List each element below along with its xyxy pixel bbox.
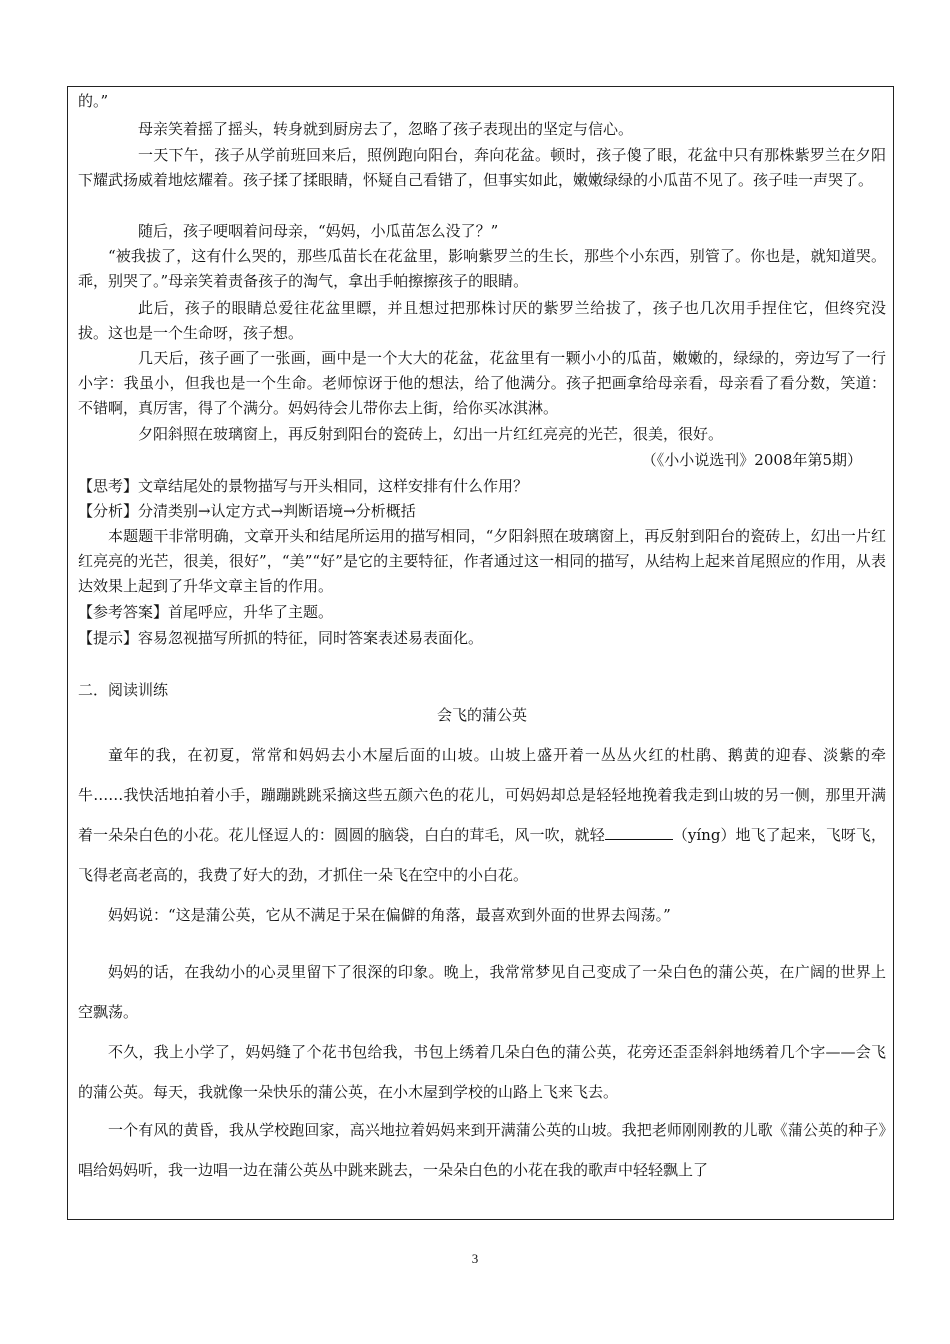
paragraph-mother-says: 妈妈说：“这是蒲公英，它从不满足于呆在偏僻的角落，最喜欢到外面的世界去闯荡。” (108, 906, 671, 924)
analysis-heading: 【分析】分清类别→认定方式→判断语境→分析概括 (78, 502, 416, 520)
section-heading: 二．阅读训练 (78, 681, 169, 699)
paragraph-impression: 妈妈的话，在我幼小的心灵里留下了很深的印象。晚上，我常常梦见自己变成了一朵白色的蒲公英，在广阔的世界上空飘荡。 (78, 963, 886, 1021)
fill-blank-answer[interactable] (605, 825, 673, 840)
paragraph-mother-answer: “被我拔了，这有什么哭的，那些瓜苗长在花盆里，影响紫罗兰的生长，那些个小东西，别管了。你也是，就知道哭。乖，别哭了。”母亲笑着责备孩子的淘气，拿出手帕擦擦孩子的眼睛。 (78, 247, 886, 290)
paragraph-one-afternoon: 一天下午，孩子从学前班回来后，照例跑向阳台，奔向花盆。顿时，孩子傻了眼，花盆中只有那株紫罗兰在夕阳下耀武扬威着地炫耀着。孩子揉了揉眼睛，怀疑自己看错了，但事实如此，嫩嫩绿绿的小瓜苗不见了。孩子哇一声哭了。 (78, 146, 886, 189)
think-question: 【思考】文章结尾处的景物描写与开头相同，这样安排有什么作用？ (78, 477, 529, 495)
paragraph-childhood-text-2: （yíng）地飞了起来，飞呀飞，飞得老高老高的，我费了好大的劲，才抓住一朵飞在空中的小白花。 (78, 826, 886, 884)
article-title: 会飞的蒲公英 (436, 706, 527, 724)
text-line-continuation: 的。” (78, 92, 109, 110)
tip-text: 【提示】容易忽视描写所抓的特征，同时答案表述易表面化。 (78, 629, 484, 647)
analysis-text: 本题题干非常明确，文章开头和结尾所运用的描写相同，“夕阳斜照在玻璃窗上，再反射到阳台的瓷砖上，幻出一片红红亮亮的光芒，很美，很好”，“美”“好”是它的主要特征，作者通过这一相同的描写，从结构上起来首尾照应的作用，从表达效果上起到了升华文章主旨的作用。 (78, 527, 886, 595)
paragraph-afterwards: 此后，孩子的眼睛总爱往花盆里瞟，并且想过把那株讨厌的紫罗兰给拔了，孩子也几次用手捏住它，但终究没拔。这也是一个生命呀，孩子想。 (78, 299, 886, 342)
paragraph-drawing: 几天后，孩子画了一张画，画中是一个大大的花盆，花盆里有一颗小小的瓜苗，嫩嫩的，绿绿的，旁边写了一行小字：我虽小，但我也是一个生命。老师惊讶于他的想法，给了他满分。孩子把画拿给母亲看，母亲看了看分数，笑道：不错啊，真厉害，得了个满分。妈妈待会儿带你去上街，给你买冰淇淋。 (78, 349, 886, 417)
paragraph-sunset: 夕阳斜照在玻璃窗上，再反射到阳台的瓷砖上，幻出一片红红亮亮的光芒，很美，很好。 (138, 425, 724, 443)
paragraph-childhood (78, 735, 886, 895)
paragraph-windy-evening: 一个有风的黄昏，我从学校跑回家，高兴地拉着妈妈来到开满蒲公英的山坡。我把老师刚刚教的儿歌《蒲公英的种子》唱给妈妈听，我一边唱一边在蒲公英丛中跳来跳去，一朵朵白色的小花在我的歌声中轻轻飘上了 (78, 1121, 886, 1179)
page-number: 3 (471, 1251, 479, 1266)
paragraph-mother-laughs: 母亲笑着摇了摇头，转身就到厨房去了，忽略了孩子表现出的坚定与信心。 (138, 120, 634, 138)
source-citation: （《小小说选刊》2008年第5期） (641, 451, 862, 469)
paragraph-school: 不久，我上小学了，妈妈缝了个花书包给我，书包上绣着几朵白色的蒲公英，花旁还歪歪斜斜地绣着几个字——会飞的蒲公英。每天，我就像一朵快乐的蒲公英，在小木屋到学校的山路上飞来飞去。 (78, 1043, 886, 1101)
paragraph-childhood-text: 童年的我，在初夏，常常和妈妈去小木屋后面的山坡。山坡上盛开着一丛丛火红的杜鹃、鹅黄的迎春、淡紫的牵牛……我快活地拍着小手，蹦蹦跳跳采摘这些五颜六色的花儿，可妈妈却总是轻轻地挽着我走到山坡的另一侧，那里开满着一朵朵白色的小花。花儿怪逗人的：圆圆的脑袋，白白的茸毛，风一吹，就轻 (78, 746, 886, 844)
paragraph-child-asks: 随后，孩子哽咽着问母亲，“妈妈，小瓜苗怎么没了？” (138, 222, 499, 240)
reference-answer: 【参考答案】首尾呼应，升华了主题。 (78, 603, 334, 621)
